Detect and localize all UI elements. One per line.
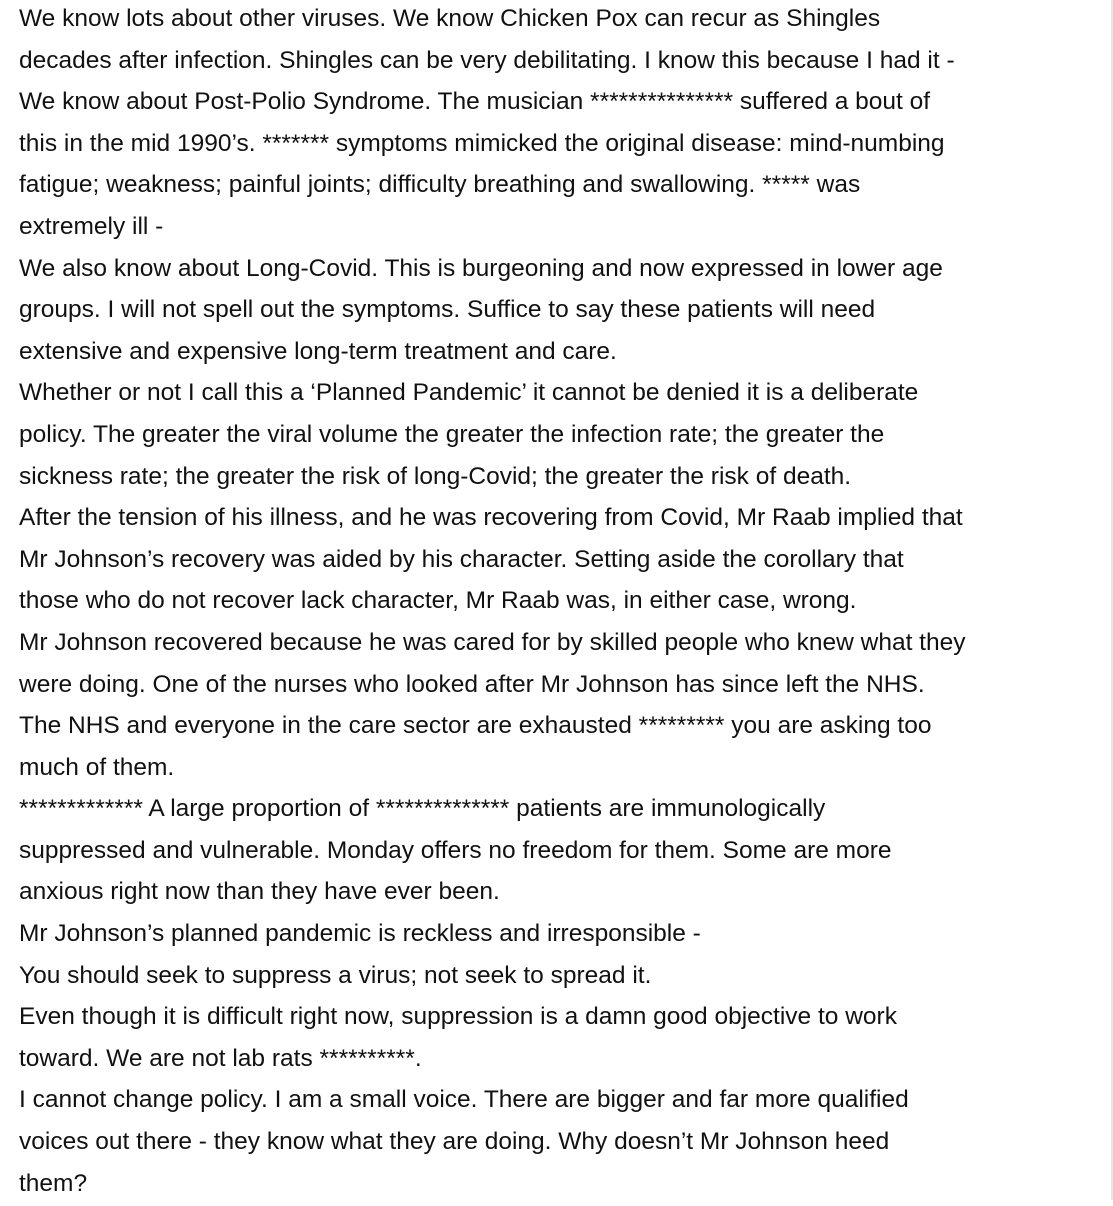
text-line: groups. I will not spell out the symptoms. Suffice to say these patients will need: [19, 296, 876, 324]
text-line: this in the mid 1990’s. ******* symptoms mimicked the original disease: mind-numbing: [19, 129, 945, 157]
text-line: anxious right now than they have ever been.: [19, 878, 500, 906]
text-line: I cannot change policy. I am a small voice. There are bigger and far more qualified: [19, 1086, 909, 1114]
text-line: policy. The greater the viral volume the greater the infection rate; the greater the: [19, 420, 885, 448]
text-line: fatigue; weakness; painful joints; difficulty breathing and swallowing. ***** was: [19, 171, 861, 199]
text-line: them?: [19, 1169, 88, 1197]
text-line: extensive and expensive long-term treatment and care.: [19, 337, 617, 365]
text-line: After the tension of his illness, and he was recovering from Covid, Mr Raab implied that: [19, 504, 963, 532]
text-line: Mr Johnson’s planned pandemic is reckless and irresponsible -: [19, 920, 701, 948]
text-line: those who do not recover lack character, Mr Raab was, in either case, wrong.: [19, 587, 857, 615]
text-line: Even though it is difficult right now, suppression is a damn good objective to work: [19, 1003, 897, 1031]
text-line: decades after infection. Shingles can be very debilitating. I know this because I had it -: [19, 46, 955, 74]
document-text: [19, 0, 1099, 1204]
text-line: We know about Post-Polio Syndrome. The musician *************** suffered a bout of: [19, 88, 931, 116]
text-line: Whether or not I call this a ‘Planned Pandemic’ it cannot be denied it is a deliberate: [19, 379, 919, 407]
text-line: toward. We are not lab rats **********.: [19, 1044, 422, 1072]
text-line: You should seek to suppress a virus; not seek to spread it.: [19, 961, 652, 989]
text-line: The NHS and everyone in the care sector are exhausted ********* you are asking too: [19, 712, 932, 740]
text-line: voices out there - they know what they are doing. Why doesn’t Mr Johnson heed: [19, 1128, 890, 1156]
text-line: We know lots about other viruses. We know Chicken Pox can recur as Shingles: [19, 5, 881, 32]
text-line: Mr Johnson’s recovery was aided by his character. Setting aside the corollary that: [19, 545, 904, 573]
text-line: ************* A large proportion of ************** patients are immunologically: [19, 795, 826, 823]
text-line: were doing. One of the nurses who looked after Mr Johnson has since left the NHS.: [19, 670, 925, 698]
text-line: sickness rate; the greater the risk of long-Covid; the greater the risk of death.: [19, 462, 852, 490]
text-line: much of them.: [19, 753, 175, 781]
text-line: We also know about Long-Covid. This is burgeoning and now expressed in lower age: [19, 254, 943, 282]
text-line: Mr Johnson recovered because he was cared for by skilled people who knew what they: [19, 628, 966, 656]
text-line: suppressed and vulnerable. Monday offers no freedom for them. Some are more: [19, 836, 892, 864]
document-body: [19, 0, 1099, 1206]
text-line: extremely ill -: [19, 212, 164, 240]
